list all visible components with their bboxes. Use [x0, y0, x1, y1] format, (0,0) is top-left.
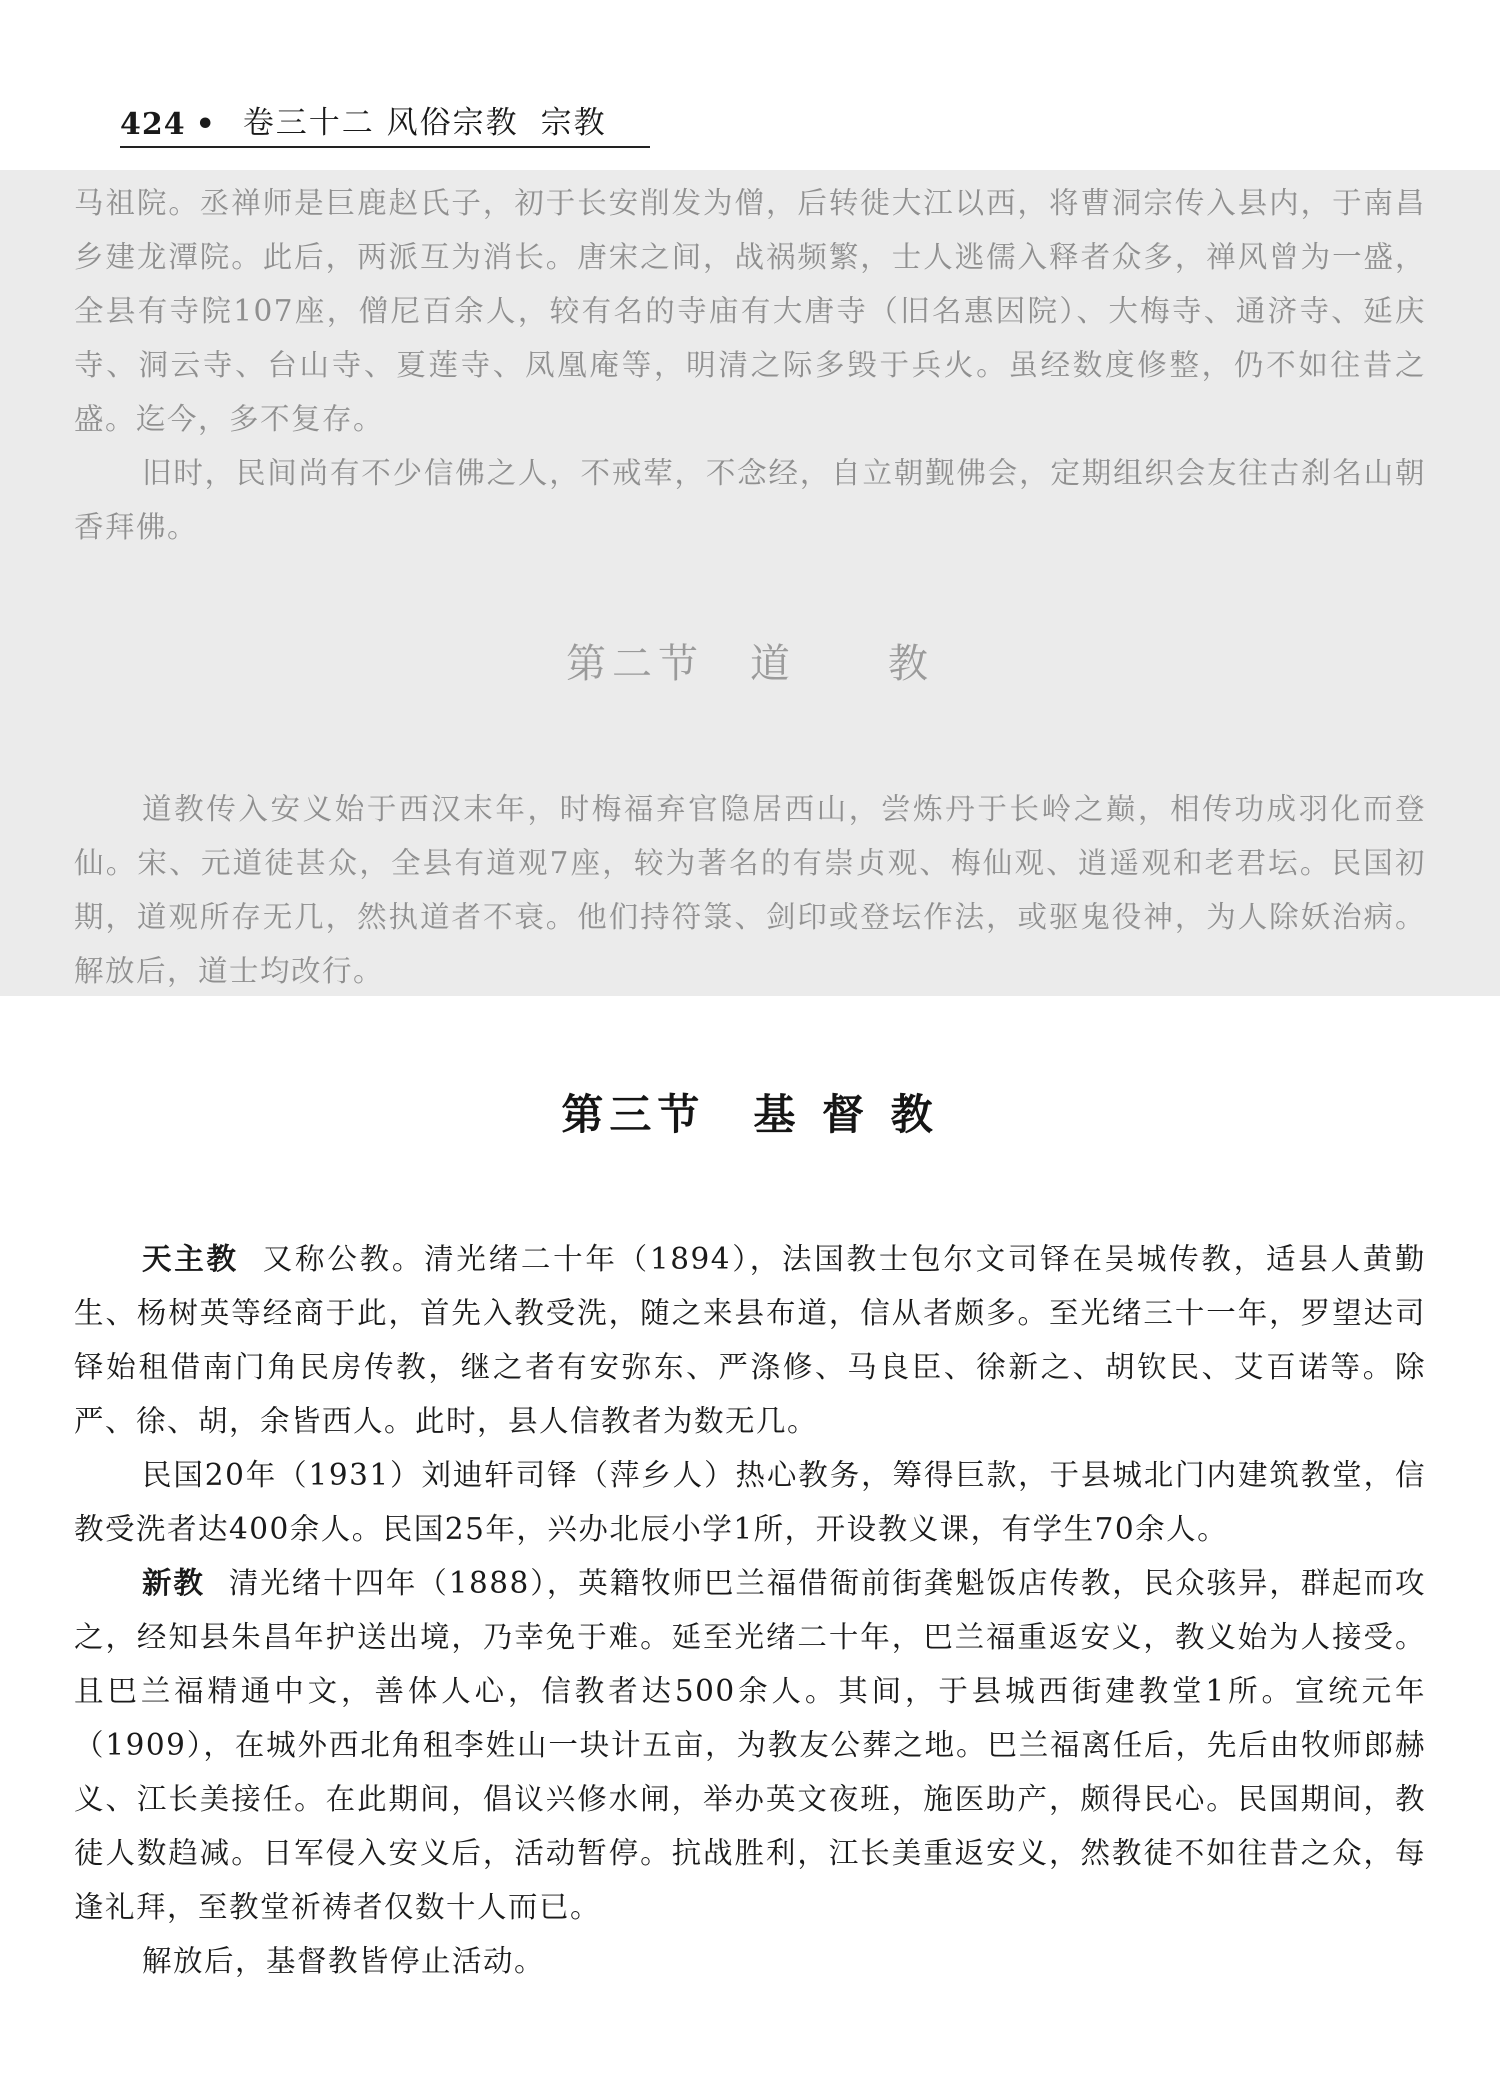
- protestant-paragraph-text: 清光绪十四年（1888），英籍牧师巴兰福借衙前街龚魁饭店传教，民众骇异，群起而攻之，经知县朱昌年护送出境，乃幸免于难。延至光绪二十年，巴兰福重返安义，教义始为人接受。且巴兰福精通中文，善体人心，信教者达500余人。其间，于县城西街建教堂1所。宣统元年（1909），在城外西北角租李姓山一块计五亩，为教友公葬之地。巴兰福离任后，先后由牧师郎赫义、江长美接任。在此期间，倡议兴修水闸，举办英文夜班，施医助产，颇得民心。民国期间，教徒人数趋减。日军侵入安义后，活动暂停。抗战胜利，江长美重返安义，然教徒不如往昔之众，每逢礼拜，至教堂祈祷者仅数十人而已。: [74, 1566, 1426, 1924]
- section-title-taoism: 第二节 道 教: [566, 641, 934, 687]
- running-header: [120, 92, 650, 148]
- chapter-label: 风俗宗教: [386, 105, 519, 141]
- buddhism-paragraph-folk: 旧时，民间尚有不少信佛之人，不戒荤，不念经，自立朝觐佛会，定期组织会友往古刹名山朝香拜佛。: [74, 456, 1426, 544]
- volume-label: 卷三十二: [242, 105, 375, 141]
- section-label: 宗教: [540, 105, 607, 141]
- catholic-paragraph-2: 民国20年（1931）刘迪轩司铎（萍乡人）热心教务，筹得巨款，于县城北门内建筑教堂，信教受洗者达400余人。民国25年，兴办北辰小学1所，开设教义课，有学生70余人。: [74, 1458, 1426, 1546]
- catholic-paragraph-text: 又称公教。清光绪二十年（1894），法国教士包尔文司铎在吴城传教，适县人黄勤生、杨树英等经商于此，首先入教受洗，随之来县布道，信从者颇多。至光绪三十一年，罗望达司铎始租借南门角民房传教，继之者有安弥东、严涤修、马良臣、徐新之、胡钦民、艾百诺等。除严、徐、胡，余皆西人。此时，县人信教者为数无几。: [74, 1242, 1426, 1438]
- header-separator-dot: •: [195, 107, 215, 142]
- protestant-term: 新教: [142, 1565, 205, 1600]
- catholic-term: 天主教: [142, 1241, 239, 1276]
- buddhism-paragraph-continued: 马祖院。丞禅师是巨鹿赵氏子，初于长安削发为僧，后转徙大江以西，将曹洞宗传入县内，于南昌乡建龙潭院。此后，两派互为消长。唐宋之间，战祸频繁，士人逃儒入释者众多，禅风曾为一盛，全县有寺院107座，僧尼百余人，较有名的寺庙有大唐寺（旧名惠因院）、大梅寺、通济寺、延庆寺、洞云寺、台山寺、夏莲寺、凤凰庵等，明清之际多毁于兵火。虽经数度修整，仍不如往昔之盛。迄今，多不复存。: [74, 186, 1426, 436]
- catholic-paragraph: [74, 1232, 1426, 1448]
- taoism-paragraph: 道教传入安义始于西汉末年，时梅福弃官隐居西山，尝炼丹于长岭之巅，相传功成羽化而登仙。宋、元道徒甚众，全县有道观7座，较为著名的有崇贞观、梅仙观、逍遥观和老君坛。民国初期，道观所存无几，然执道者不衰。他们持符箓、剑印或登坛作法，或驱鬼役神，为人除妖治病。解放后，道士均改行。: [74, 792, 1426, 988]
- closing-paragraph: 解放后，基督教皆停止活动。: [142, 1944, 546, 1978]
- protestant-paragraph: [74, 1556, 1426, 1934]
- page-number: 424: [120, 107, 186, 142]
- section-title-christianity: 第三节 基 督 教: [561, 1090, 939, 1139]
- running-title: [243, 97, 607, 142]
